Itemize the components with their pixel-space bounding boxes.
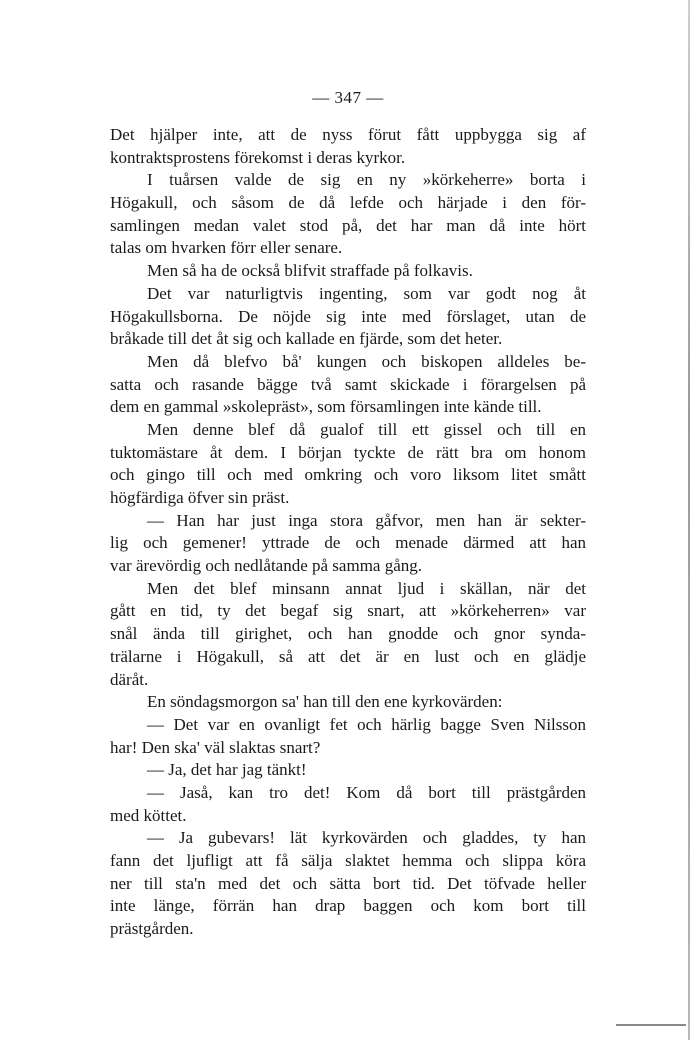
text-line: trälarne i Högakull, så att det är en lust och en glädje: [110, 646, 586, 666]
text-line: — Han har just inga stora gåfvor, men han är sekter-: [147, 510, 586, 530]
text-line: gått en tid, ty det begaf sig snart, att »körkeherren» var: [110, 601, 586, 621]
page-edge-right: [688, 0, 690, 1040]
text-line: och gingo till och med omkring och voro liksom litet smått: [110, 465, 586, 485]
text-line: fann det ljufligt att få sälja slaktet hemma och slippa köra: [110, 851, 586, 870]
text-line: Det var naturligtvis ingenting, som var godt nog åt: [147, 283, 586, 303]
text-line: satta och rasande bägge två samt skickade i förargelsen på: [110, 374, 586, 394]
text-line: Men då blefvo bå' kungen och biskopen alldeles be-: [147, 351, 586, 371]
text-line: bråkade till det åt sig och kallade en fjärde, som det heter.: [110, 329, 503, 349]
text-line: prästgården.: [110, 919, 194, 939]
text-line: I tuårsen valde de sig en ny »körkeherre» borta i: [147, 170, 586, 190]
text-line: ner till sta'n med det och sätta bort tid. Det töfvade heller: [110, 873, 586, 893]
text-line: Men så ha de också blifvit straffade på folkavis.: [147, 261, 473, 281]
text-line: Högakull, och såsom de då lefde och härjade i den för-: [110, 193, 586, 213]
text-line: har! Den ska' väl slaktas snart?: [110, 737, 321, 757]
text-line: talas om hvarken förr eller senare.: [110, 238, 343, 258]
text-line: högfärdiga öfver sin präst.: [110, 488, 290, 507]
text-line: En söndagsmorgon sa' han till den ene kyrkovärden:: [147, 692, 503, 712]
text-line: med köttet.: [110, 805, 187, 825]
text-line: — Det var en ovanligt fet och härlig bagge Sven Nilsson: [147, 714, 586, 734]
page-edge-bottom: [616, 1024, 686, 1026]
text-line: inte länge, förrän han drap baggen och kom bort till: [110, 896, 586, 916]
text-line: snål ända till girighet, och han gnodde och gnor synda-: [110, 624, 586, 644]
page-number: — 347 —: [312, 88, 384, 107]
text-line: lig och gemener! yttrade de och menade därmed att han: [110, 533, 586, 553]
text-line: däråt.: [110, 669, 149, 689]
text-line: — Ja gubevars! lät kyrkovärden och gladdes, ty han: [147, 828, 586, 848]
text-line: — Ja, det har jag tänkt!: [147, 760, 307, 780]
text-line: — Jaså, kan tro det! Kom då bort till prästgården: [147, 782, 586, 802]
text-line: var ärevördig och nedlåtande på samma gång.: [110, 556, 423, 576]
text-line: samlingen medan valet stod på, det har man då inte hört: [110, 215, 586, 235]
text-line: Det hjälper inte, att de nyss förut fått uppbygga sig af: [110, 125, 586, 144]
text-line: Men det blef minsann annat ljud i skällan, när det: [147, 578, 586, 598]
text-line: tuktomästare åt dem. I början tyckte de rätt bra om honom: [110, 442, 586, 462]
text-line: Högakullsborna. De nöjde sig inte med förslaget, utan de: [110, 306, 586, 326]
text-line: kontraktsprostens förekomst i deras kyrkor.: [110, 147, 406, 167]
text-line: dem en gammal »skolepräst», som församlingen inte kände till.: [110, 397, 542, 417]
body-text: [110, 124, 586, 941]
text-line: Men denne blef då gualof till ett gissel och till en: [147, 419, 586, 439]
